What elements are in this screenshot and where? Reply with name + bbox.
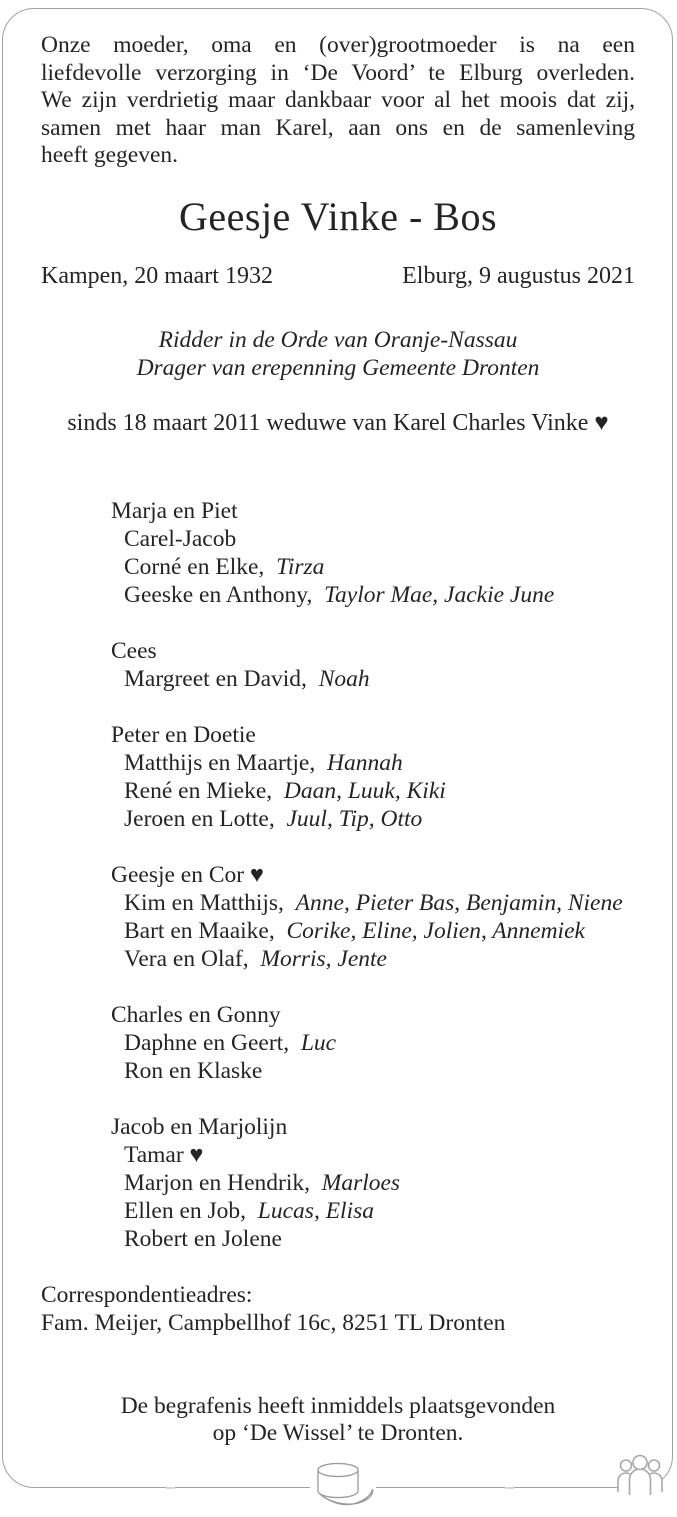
member-grandchildren: Noah xyxy=(318,665,370,692)
family-member-line xyxy=(111,553,635,581)
family-group-head: Charles en Gonny xyxy=(111,1001,281,1028)
life-dates-row xyxy=(41,262,635,290)
family-member-line xyxy=(111,1057,635,1085)
funeral-line: De begrafenis heeft inmiddels plaatsgevonden xyxy=(120,1392,556,1419)
intro-line: Onze moeder, oma en (over)grootmoeder is na een xyxy=(41,32,635,58)
deceased-name: Geesje Vinke - Bos xyxy=(178,193,498,239)
family-group-head: Cees xyxy=(111,637,157,664)
family-member-line xyxy=(111,581,635,609)
family-group xyxy=(111,1001,635,1085)
member-grandchildren: Lucas, Elisa xyxy=(257,1197,375,1224)
member-grandchildren: Taylor Mae, Jackie June xyxy=(324,581,555,608)
correspondence-block xyxy=(41,1281,635,1337)
member-names: Carel-Jacob xyxy=(124,525,237,552)
family-group xyxy=(111,497,635,609)
member-names: Jeroen en Lotte, xyxy=(124,805,275,832)
member-names: Margreet en David, xyxy=(124,665,307,692)
family-list xyxy=(111,497,635,1253)
honor-line: Ridder in de Orde van Oranje-Nassau xyxy=(158,326,518,353)
member-grandchildren: Hannah xyxy=(326,749,403,776)
family-people-icon xyxy=(613,1453,667,1499)
member-grandchildren: Anne, Pieter Bas, Benjamin, Niene xyxy=(295,889,623,916)
intro-line: samen met haar man Karel, aan ons en de samenleving xyxy=(41,114,635,141)
funeral-line: op ‘De Wissel’ te Dronten. xyxy=(212,1419,464,1446)
family-member-line xyxy=(111,805,635,833)
member-names: Marjon en Hendrik, xyxy=(124,1169,310,1196)
member-names: Bart en Maaike, xyxy=(124,917,275,944)
correspondence-address: Fam. Meijer, Campbellhof 16c, 8251 TL Dronten xyxy=(41,1309,506,1336)
family-member-line xyxy=(111,1197,635,1225)
family-member-line xyxy=(111,777,635,805)
intro-text xyxy=(41,32,635,170)
intro-line: liefdevolle verzorging in ‘De Voord’ te Elburg overleden. xyxy=(41,59,635,86)
family-member-line xyxy=(111,917,635,945)
member-names: Matthijs en Maartje, xyxy=(124,749,316,776)
family-group-head: Peter en Doetie xyxy=(111,721,256,748)
member-names: Ron en Klaske xyxy=(124,1057,263,1084)
member-grandchildren: Luc xyxy=(300,1029,337,1056)
correspondence-label: Correspondentieadres: xyxy=(41,1281,253,1308)
border-tick xyxy=(505,1487,514,1489)
family-group-head: Marja en Piet xyxy=(111,497,238,524)
death-place-date: Elburg, 9 augustus 2021 xyxy=(402,262,635,289)
family-member-line xyxy=(111,525,635,553)
family-member-line xyxy=(111,665,635,693)
family-group-head: Jacob en Marjolijn xyxy=(111,1113,288,1140)
member-names: René en Mieke, xyxy=(124,777,273,804)
member-grandchildren: Daan, Luuk, Kiki xyxy=(283,777,446,804)
funeral-notice xyxy=(41,1393,635,1447)
family-group xyxy=(111,637,635,693)
honors xyxy=(41,326,635,382)
member-grandchildren: Marloes xyxy=(321,1169,401,1196)
family-group-head: Geesje en Cor ♥ xyxy=(111,861,264,888)
member-names: Daphne en Geert, xyxy=(124,1029,290,1056)
family-group xyxy=(111,721,635,833)
birth-place-date: Kampen, 20 maart 1932 xyxy=(41,262,273,289)
family-member-line xyxy=(111,749,635,777)
intro-line: heeft gegeven. xyxy=(41,142,179,168)
widow-line: sinds 18 maart 2011 weduwe van Karel Charles Vinke ♥ xyxy=(67,409,609,436)
member-names: Vera en Olaf, xyxy=(124,945,249,972)
honor-line: Drager van erepenning Gemeente Dronten xyxy=(136,354,540,381)
border-tick xyxy=(166,1487,175,1489)
family-group xyxy=(111,861,635,973)
member-names: Ellen en Job, xyxy=(124,1197,247,1224)
intro-line: We zijn verdrietig maar dankbaar voor al het moois dat zij, xyxy=(41,87,635,113)
member-grandchildren: Morris, Jente xyxy=(260,945,387,972)
hat-logo-icon xyxy=(302,1452,388,1512)
member-names: Tamar ♥ xyxy=(124,1141,204,1168)
family-member-line xyxy=(111,1169,635,1197)
member-grandchildren: Tirza xyxy=(276,553,325,580)
family-member-line xyxy=(111,1029,635,1057)
member-names: Corné en Elke, xyxy=(124,553,265,580)
member-names: Kim en Matthijs, xyxy=(124,889,284,916)
member-grandchildren: Corike, Eline, Jolien, Annemiek xyxy=(286,917,585,944)
obituary-card xyxy=(2,8,673,1488)
family-member-line xyxy=(111,1141,635,1169)
member-names: Geeske en Anthony, xyxy=(124,581,313,608)
member-grandchildren: Juul, Tip, Otto xyxy=(286,805,423,832)
family-group xyxy=(111,1113,635,1253)
family-member-line xyxy=(111,889,635,917)
member-names: Robert en Jolene xyxy=(124,1225,282,1252)
family-member-line xyxy=(111,945,635,973)
family-member-line xyxy=(111,1225,635,1253)
